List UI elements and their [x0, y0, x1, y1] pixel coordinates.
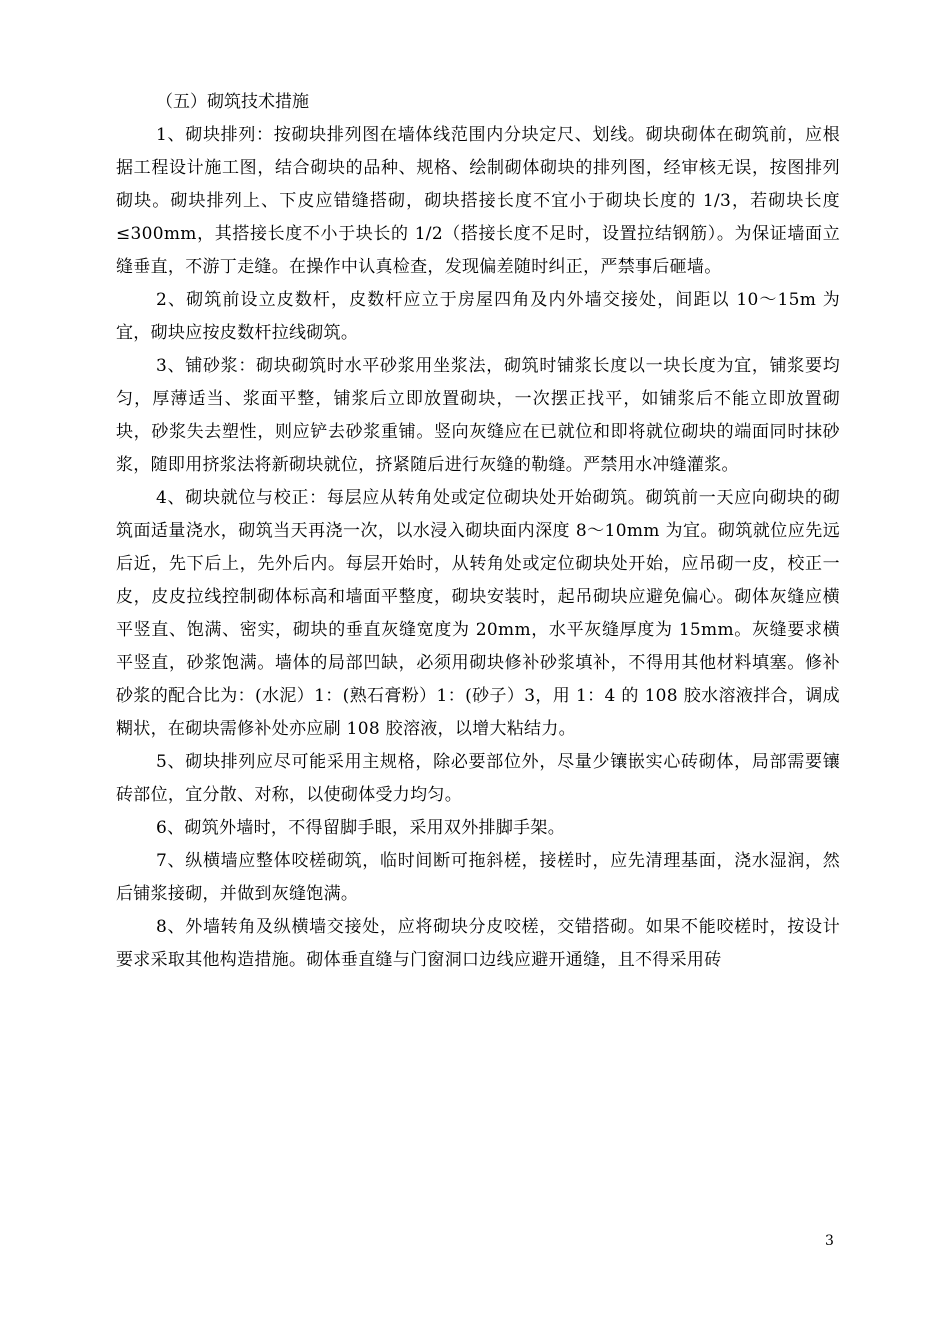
- paragraph-5: 5、砌块排列应尽可能采用主规格，除必要部位外，尽量少镶嵌实心砖砌体，局部需要镶砖部位，宜分散、对称，以使砌体受力均匀。: [116, 752, 840, 805]
- page-content: [116, 86, 840, 977]
- paragraph-4: 4、砌块就位与校正：每层应从转角处或定位砌块处开始砌筑。砌筑前一天应向砌块的砌筑面适量浇水，砌筑当天再浇一次，以水浸入砌块面内深度 8～10mm 为宜。砌筑就位应先远后近，先下后上，先外后内。每层开始时，从转角处或定位砌块处开始，应吊砌一皮，校正一皮，皮皮拉线控制砌体标高和墙面平整度，砌块安装时，起吊砌块应避免偏心。砌体灰缝应横平竖直、饱满、密实，砌块的垂直灰缝宽度为 20mm，水平灰缝厚度为 15mm。灰缝要求横平竖直，砂浆饱满。墙体的局部凹缺，必须用砌块修补砂浆填补，不得用其他材料填塞。修补砂浆的配合比为：(水泥）1：(熟石膏粉）1：(砂子）3，用 1：4 的 108 胶水溶液拌合，调成糊状，在砌块需修补处亦应刷 108 胶溶液，以增大粘结力。: [116, 488, 840, 739]
- page-number: 3: [825, 1233, 834, 1249]
- paragraph-6: 6、砌筑外墙时，不得留脚手眼，采用双外排脚手架。: [156, 818, 566, 838]
- paragraph-2: 2、砌筑前设立皮数杆，皮数杆应立于房屋四角及内外墙交接处，间距以 10～15m 为宜，砌块应按皮数杆拉线砌筑。: [116, 290, 840, 343]
- paragraph-1: 1、砌块排列：按砌块排列图在墙体线范围内分块定尺、划线。砌块砌体在砌筑前，应根据工程设计施工图，结合砌块的品种、规格、绘制砌体砌块的排列图，经审核无误，按图排列砌块。砌块排列上、下皮应错缝搭砌，砌块搭接长度不宜小于砌块长度的 1/3，若砌块长度≤300mm，其搭接长度不小于块长的 1/2（搭接长度不足时，设置拉结钢筋）。为保证墙面立缝垂直，不游丁走缝。在操作中认真检查，发现偏差随时纠正，严禁事后砸墙。: [116, 125, 840, 277]
- paragraph-7: 7、纵横墙应整体咬槎砌筑，临时间断可拖斜槎，接槎时，应先清理基面，浇水湿润，然后铺浆接砌，并做到灰缝饱满。: [116, 851, 840, 904]
- paragraph-8: 8、外墙转角及纵横墙交接处，应将砌块分皮咬槎，交错搭砌。如果不能咬槎时，按设计要求采取其他构造措施。砌体垂直缝与门窗洞口边线应避开通缝，且不得采用砖: [116, 917, 840, 970]
- paragraph-3: 3、铺砂浆：砌块砌筑时水平砂浆用坐浆法，砌筑时铺浆长度以一块长度为宜，铺浆要均匀，厚薄适当、浆面平整，铺浆后立即放置砌块，一次摆正找平，如铺浆后不能立即放置砌块，砂浆失去塑性，则应铲去砂浆重铺。竖向灰缝应在已就位和即将就位砌块的端面同时抹砂浆，随即用挤浆法将新砌块就位，挤紧随后进行灰缝的勒缝。严禁用水冲缝灌浆。: [116, 356, 840, 475]
- section-heading: （五）砌筑技术措施: [156, 92, 309, 112]
